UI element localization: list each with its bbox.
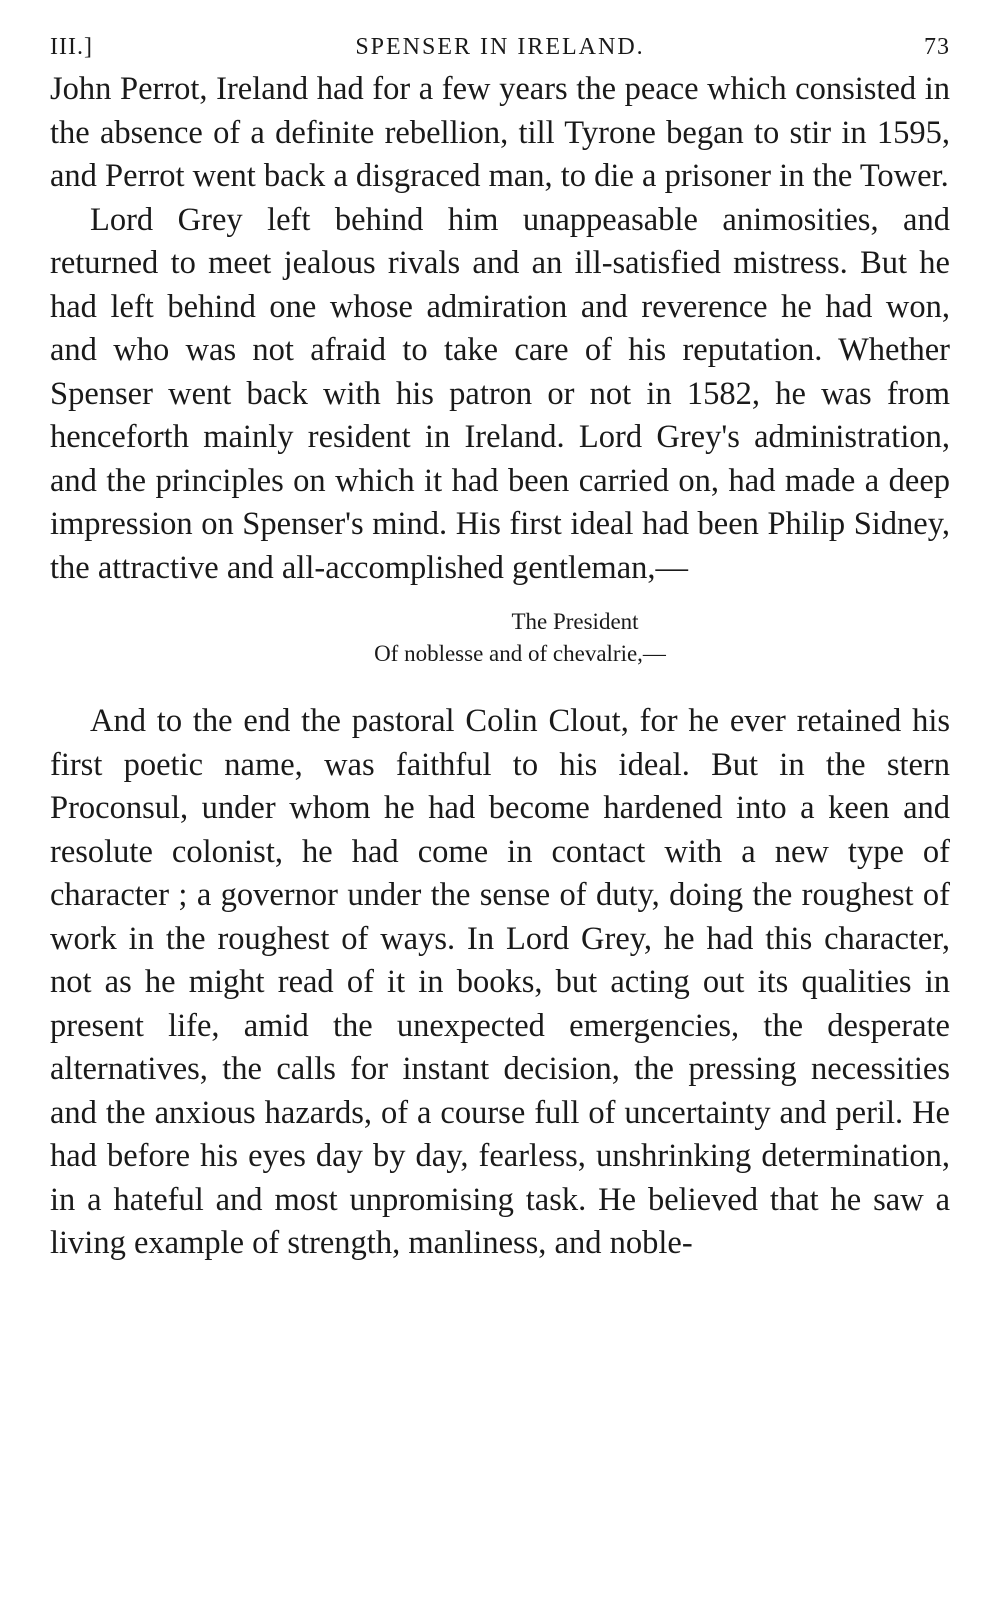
verse-quote-line-1: The President [511, 609, 639, 634]
body-paragraph-3: And to the end the pastoral Colin Clout, for he ever retained his first poetic name, was faithful to his ideal. But in the stern Proconsul, under whom he had become hardened into a keen and resolute colonist, he had come in contact with a new type of character ; a governor under the sense of duty, doing the roughest of work in the roughest of ways. In Lord Grey, he had this character, not as he might read of it in books, but acting out its qualities in present life, amid the unexpected emergencies, the desperate alternatives, the calls for instant decision, the pressing necessities and the anxious hazards, of a course full of uncertainty and peril. He had before his eyes day by day, fearless, unshrinking determination, in a hateful and most unpromising task. He believed that he saw a living example of strength, manliness, and noble- [50, 703, 950, 1261]
body-paragraph-2: Lord Grey left behind him unappeasable animosities, and returned to meet jealous rivals and an ill-satisfied mistress. But he had left behind one whose admiration and reverence he had won, and who was not afraid to take care of his reputation. Whether Spenser went back with his patron or not in 1582, he was from henceforth mainly resident in Ireland. Lord Grey's administration, and the principles on which it had been carried on, had made a deep impression on Spenser's mind. His first ideal had been Philip Sidney, the attractive and all-accomplished gentleman,— [50, 201, 950, 586]
running-title: SPENSER IN IRELAND. [355, 34, 645, 60]
book-page [50, 28, 950, 1266]
chapter-number: III.] [50, 34, 93, 60]
verse-quote [50, 606, 950, 670]
body-paragraph-1: John Perrot, Ireland had for a few years the peace which consisted in the absence of a definite rebellion, till Tyrone began to stir in 1595, and Perrot went back a disgraced man, to die a prisoner in the Tower. [50, 71, 950, 194]
running-head [50, 28, 950, 68]
page-number: 73 [924, 34, 950, 60]
verse-quote-line-2: Of noblesse and of chevalrie,— [374, 641, 666, 666]
